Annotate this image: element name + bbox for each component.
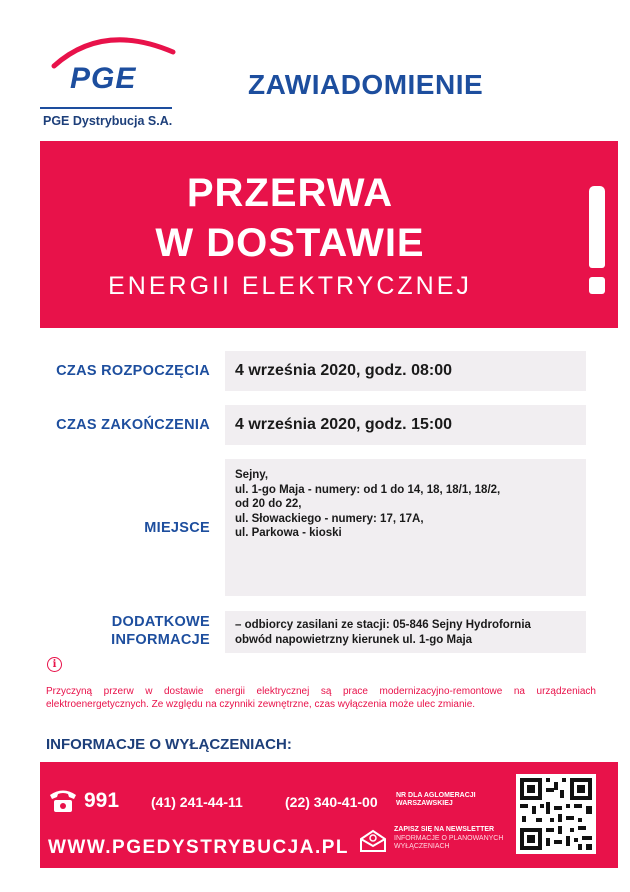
phone-2-note-line-1: NR DLA AGLOMERACJI	[396, 792, 476, 799]
end-time-value: 4 września 2020, godz. 15:00	[235, 416, 452, 433]
newsletter-subtitle-line-1: INFORMACJE O PLANOWANYCH	[394, 835, 504, 842]
newsletter-title[interactable]: ZAPISZ SIĘ NA NEWSLETTER	[394, 826, 495, 833]
logo-divider	[40, 107, 172, 109]
extra-info-box	[225, 611, 586, 653]
place-line: od 20 do 22,	[235, 498, 302, 510]
end-time-label: CZAS ZAKOŃCZENIA	[56, 417, 210, 433]
newsletter-mail-icon	[359, 829, 387, 853]
disclaimer-note: Przyczyną przerw w dostawie energii elektrycznej są prace modernizacyjno-remontowe na urządzeniach elektroenergetycznych. Ze względu na czynniki zewnętrzne, czas wyłączenia może ulec zmianie.	[46, 686, 596, 710]
phone-icon	[48, 788, 78, 814]
exclamation-dot	[589, 277, 605, 294]
qr-code-graphic	[516, 774, 596, 854]
extra-info-label-1: DODATKOWE	[111, 614, 210, 630]
place-line: ul. Parkowa - kioski	[235, 527, 342, 539]
qr-code-icon[interactable]	[516, 774, 596, 854]
company-name: PGE Dystrybucja S.A.	[43, 114, 173, 128]
contact-footer	[40, 762, 618, 868]
newsletter-subtitle	[394, 835, 503, 851]
extra-info-label	[111, 613, 210, 649]
phone-2-note	[396, 792, 476, 808]
end-time-box	[225, 405, 586, 445]
place-line: ul. 1-go Maja - numery: od 1 do 14, 18, 18/1, 18/2,	[235, 483, 501, 496]
place-label: MIEJSCE	[144, 520, 210, 536]
start-time-label: CZAS ROZPOCZĘCIA	[56, 363, 210, 379]
extra-info-label-2: INFORMACJE	[111, 632, 210, 648]
banner-line-2: W DOSTAWIE	[155, 221, 425, 265]
start-time-value: 4 września 2020, godz. 08:00	[235, 362, 452, 379]
notice-title: ZAWIADOMIENIE	[248, 69, 484, 100]
place-line: ul. Słowackiego - numery: 17, 17A,	[235, 512, 424, 525]
info-icon: i	[47, 657, 62, 672]
outage-banner	[40, 141, 618, 328]
extra-info-line: – odbiorcy zasilani ze stacji: 05-846 Sejny Hydrofornia	[235, 619, 531, 631]
website-link[interactable]: WWW.PGEDYSTRYBUCJA.PL	[48, 837, 350, 858]
phone-number-2[interactable]: (22) 340-41-00	[285, 794, 378, 810]
place-line: Sejny,	[235, 469, 269, 481]
banner-line-3: ENERGII ELEKTRYCZNEJ	[108, 272, 472, 300]
extra-info-line: obwód napowietrzny kierunek ul. 1-go Maja	[235, 633, 473, 646]
phone-2-note-line-2: WARSZAWSKIEJ	[396, 800, 453, 807]
start-time-box	[225, 351, 586, 391]
phone-number-1[interactable]: (41) 241-44-11	[151, 794, 243, 810]
place-box	[225, 459, 586, 596]
banner-line-1: PRZERWA	[186, 171, 394, 215]
info-heading: INFORMACJE O WYŁĄCZENIACH:	[46, 736, 292, 753]
pge-logo-text: PGE	[70, 62, 137, 95]
newsletter-subtitle-line-2: WYŁĄCZENIACH	[394, 843, 450, 850]
hotline-number[interactable]: 991	[84, 789, 120, 812]
exclamation-icon	[589, 186, 605, 268]
